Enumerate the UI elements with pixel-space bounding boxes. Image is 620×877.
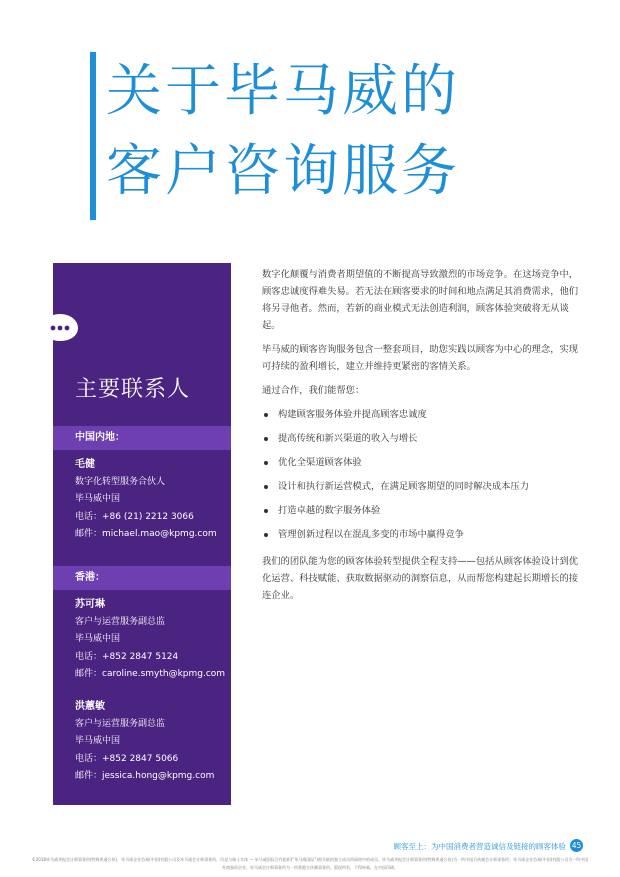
services-paragraph: 毕马威的顾客咨询服务包含一整套项目，助您实践以顾客为中心的理念，实现可持续的盈利增长，建立并维持更紧密的客情关系。: [262, 344, 579, 372]
region-label-hongkong: 香港：: [75, 572, 105, 583]
contact-email[interactable]: 邮件：jessica.hong@kpmg.com: [75, 771, 215, 781]
contact-company: 毕马威中国: [75, 494, 121, 504]
team-paragraph: 我们的团队能为您的顾客体验转型提供全程支持——包括从顾客体验设计到优化运营、科技赋能、获取数据驱动的洞察信息，从而帮您构建起长期增长的接连企业。: [262, 556, 579, 601]
contact-email[interactable]: 邮件：michael.mao@kpmg.com: [75, 529, 217, 539]
contact-phone: 电话：+852 2847 5124: [75, 651, 179, 662]
contacts-heading: 主要联系人: [75, 377, 191, 402]
contact-role: 客户与运营服务副总监: [75, 616, 166, 627]
contact-card: [75, 698, 235, 786]
chat-bubble-icon: [40, 312, 80, 346]
list-item: 设计和执行新运营模式，在满足顾客期望的同时解决成本压力: [262, 478, 584, 495]
contact-phone: 电话：+86 (21) 2212 3066: [75, 511, 194, 522]
contact-card: [75, 596, 235, 684]
contact-company: 毕马威中国: [75, 634, 121, 644]
page-number: 45: [571, 841, 582, 850]
page-title: [106, 52, 460, 212]
title-accent-bar: [90, 52, 96, 220]
list-item: 管理创新过程以在混乱多变的市场中赢得竞争: [262, 526, 584, 543]
title-line-1: 关于毕马威的: [106, 59, 460, 124]
help-intro: 通过合作，我们能帮您：: [262, 385, 365, 396]
contact-role: 客户与运营服务副总监: [75, 718, 166, 729]
contact-phone: 电话：+852 2847 5066: [75, 753, 179, 764]
region-label-mainland: 中国内地：: [75, 432, 125, 443]
list-item: 优化全渠道顾客体验: [262, 454, 584, 471]
list-item: 打造卓越的数字服务体验: [262, 502, 584, 519]
help-list: [262, 406, 584, 543]
contact-name: 毛健: [75, 459, 95, 470]
title-line-2: 客户咨询服务: [106, 139, 460, 204]
list-item: 提高传统和新兴渠道的收入与增长: [262, 430, 584, 447]
contact-card: [75, 456, 235, 544]
contact-email[interactable]: 邮件：caroline.smyth@kpmg.com: [75, 669, 226, 679]
contact-name: 洪蕙敏: [75, 701, 105, 712]
body-text: [262, 266, 584, 611]
contact-name: 苏可琳: [75, 599, 105, 610]
footer-report-title: 顾客至上：为中国消费者营造诚信及链接的顾客体验: [393, 842, 566, 851]
contact-company: 毕马威中国: [75, 736, 121, 746]
legal-notice: ©2018毕马威华振会计师事务所(特殊普通合伙)，毕马威企业咨询(中国)有限公司及毕马威会计师事务所，均是与瑞士实体 — 毕马威国际合作组织(“毕马威国际”)相关联的独立成员所网络中的成员。毕马威华振会计师事务所(特殊普通合伙)为一所中国合伙制会计师事务所；毕马威企业咨询(中国)有限公司为一所中国外商独资企业；毕马威会计师事务所为一所香港合伙制事务所。版权所有，不得转载。在中国印刷。: [31, 857, 589, 870]
intro-paragraph: 数字化颠覆与消费者期望值的不断提高导致激烈的市场竞争。在这场竞争中，顾客忠诚度得难失易。若无法在顾客要求的时间和地点满足其消费需求，他们将另寻他者。然而，若新的商业模式无法创造利润，顾客体验突破将无从谈起。: [262, 269, 579, 331]
contact-role: 数字化转型服务合伙人: [75, 476, 166, 487]
list-item: 构建顾客服务体验并提高顾客忠诚度: [262, 406, 584, 423]
